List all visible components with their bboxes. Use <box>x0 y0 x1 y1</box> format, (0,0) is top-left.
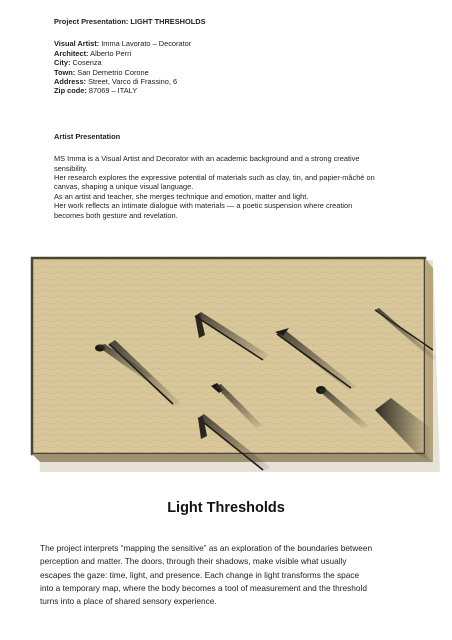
bio-line: MS Imma is a Visual Artist and Decorator with an academic background and a strong creative <box>54 154 360 164</box>
info-address <box>54 77 399 86</box>
info-label: City: <box>54 58 71 68</box>
info-value: Street, Varco di Frassino, 6 <box>86 77 178 87</box>
info-label: Town: <box>54 67 76 77</box>
artist-bio <box>54 154 399 220</box>
body-line: escapes the gaze: time, light, and presence. Each change in light transforms the space <box>40 569 360 580</box>
section-body <box>40 542 418 608</box>
project-heading: Project Presentation: LIGHT THRESHOLDS <box>54 17 206 26</box>
artist-heading: Artist Presentation <box>54 131 121 141</box>
section-title: Light Thresholds <box>167 500 285 516</box>
bio-line: As an artist and teacher, she merges technique and emotion, matter and light. <box>54 191 309 201</box>
info-label: Zip code: <box>54 86 87 96</box>
installation-render <box>13 240 440 472</box>
bio-line: becomes both gesture and revelation. <box>54 210 178 220</box>
render-illustration <box>13 240 440 472</box>
info-town <box>54 68 399 77</box>
slab-edge-bottom <box>32 454 433 462</box>
bio-line: canvas, shaping a unique visual language. <box>54 182 194 192</box>
bio-line: Her research explores the expressive potential of materials such as clay, tin, and papier-mâché on <box>54 173 375 183</box>
bio-line: sensibility. <box>54 163 88 173</box>
body-line: The project interprets “mapping the sensitive” as an exploration of the boundaries between <box>40 543 373 553</box>
bio-line: Her work reflects an intimate dialogue with materials — a poetic suspension where creation <box>54 201 353 211</box>
project-info <box>54 39 399 95</box>
info-value: San Demetrio Corone <box>75 67 149 77</box>
body-line: turns into a place of shared sensory experience. <box>40 596 217 607</box>
info-city <box>54 58 399 67</box>
info-architect <box>54 49 399 58</box>
body-line: perception and matter. The doors, through their shadows, make visible what usually <box>40 556 347 567</box>
info-value: Cosenza <box>70 58 102 68</box>
body-line: into a temporary map, where the body becomes a tool of measurement and the threshold <box>40 582 367 593</box>
info-value: 87069 – ITALY <box>86 86 138 96</box>
info-label: Architect: <box>54 48 89 58</box>
info-value: Imma Lavorato – Decorator <box>99 39 192 49</box>
info-zip <box>54 86 399 95</box>
info-label: Visual Artist: <box>54 39 100 49</box>
info-visual-artist <box>54 39 399 48</box>
info-value: Alberto Perri <box>88 48 132 58</box>
header-block <box>54 17 399 220</box>
info-label: Address: <box>54 77 87 87</box>
